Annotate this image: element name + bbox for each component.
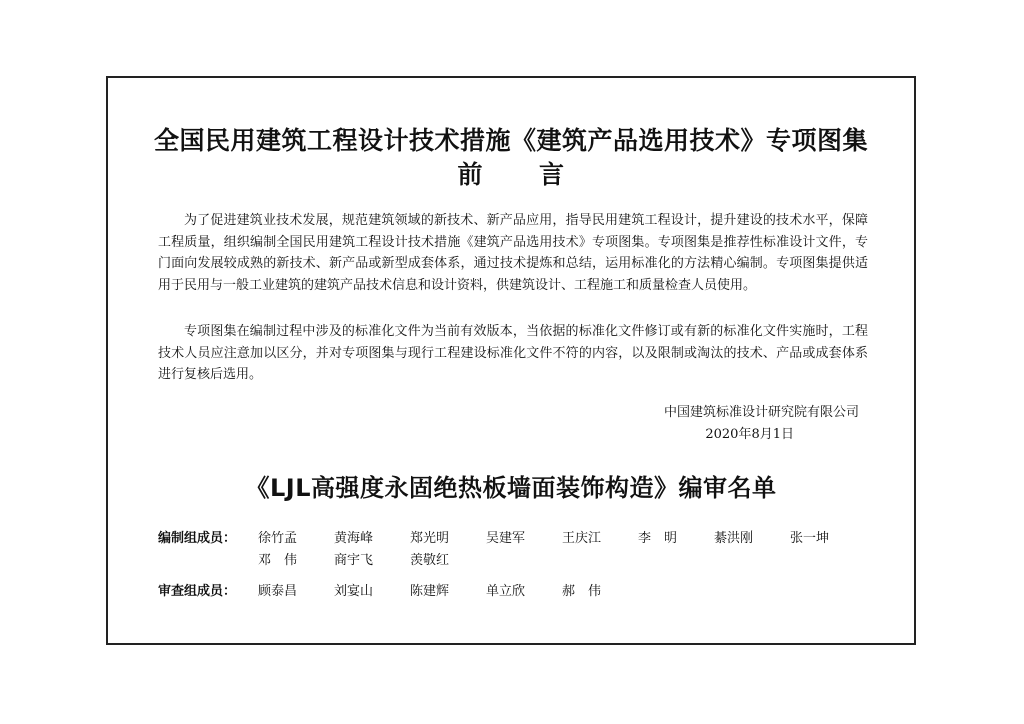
reviewers-list: [158, 578, 878, 600]
preface-title-char-2: 言: [539, 160, 565, 189]
member-name: 黄海峰: [334, 530, 374, 546]
signature-date: 2020年8月1日: [705, 427, 794, 442]
member-name: 郝 伟: [562, 583, 602, 599]
member-name: 郑光明: [410, 530, 450, 546]
preface-title-char-1: 前: [457, 160, 483, 189]
editors-row-1: [158, 525, 878, 547]
organization-signature: 中国建筑标准设计研究院有限公司: [663, 405, 859, 420]
member-name: 徐竹孟: [258, 530, 298, 546]
member-name: 商宇飞: [334, 552, 374, 568]
preface-paragraph-2: 专项图集在编制过程中涉及的标准化文件为当前有效版本，当依据的标准化文件修订或有新的标准化文件实施时，工程技术人员应注意加以区分，并对专项图集与现行工程建设标准化文件不符的内容，以及限制或淘汰的技术、产品或成套体系进行复核后选用。: [158, 324, 868, 382]
editors-list: [158, 525, 878, 569]
main-title: 全国民用建筑工程设计技术措施《建筑产品选用技术》专项图集: [153, 126, 868, 155]
member-name: 王庆江: [562, 530, 602, 546]
member-name: 顾泰昌: [258, 583, 298, 599]
editors-row-2: [158, 547, 878, 569]
member-name: 綦洪刚: [714, 530, 754, 546]
member-name: 羡敬红: [410, 552, 450, 568]
member-name: 李 明: [638, 530, 678, 546]
review-list-title: 《LJL高强度永固绝热板墙面装饰构造》编审名单: [245, 474, 777, 502]
member-name: 单立欣: [486, 583, 526, 599]
preface-paragraph-1: 为了促进建筑业技术发展，规范建筑领域的新技术、新产品应用，指导民用建筑工程设计，提升建设的技术水平，保障工程质量，组织编制全国民用建筑工程设计技术措施《建筑产品选用技术》专项图集。专项图集是推荐性标准设计文件，专门面向发展较成熟的新技术、新产品或新型成套体系，通过技术提炼和总结，运用标准化的方法精心编制。专项图集提供适用于民用与一般工业建筑的建筑产品技术信息和设计资料，供建筑设计、工程施工和质量检查人员使用。: [158, 213, 868, 293]
member-name: 吴建军: [486, 530, 526, 546]
member-name: 陈建辉: [410, 583, 450, 599]
reviewers-row-1: [158, 578, 878, 600]
preface-title: [108, 155, 914, 191]
member-name: 张一坤: [790, 530, 830, 546]
editors-label: 编制组成员：: [158, 530, 237, 546]
page-frame: [106, 76, 916, 645]
member-name: 刘宴山: [334, 583, 374, 599]
member-name: 邓 伟: [258, 552, 298, 568]
reviewers-label: 审查组成员：: [158, 583, 237, 599]
